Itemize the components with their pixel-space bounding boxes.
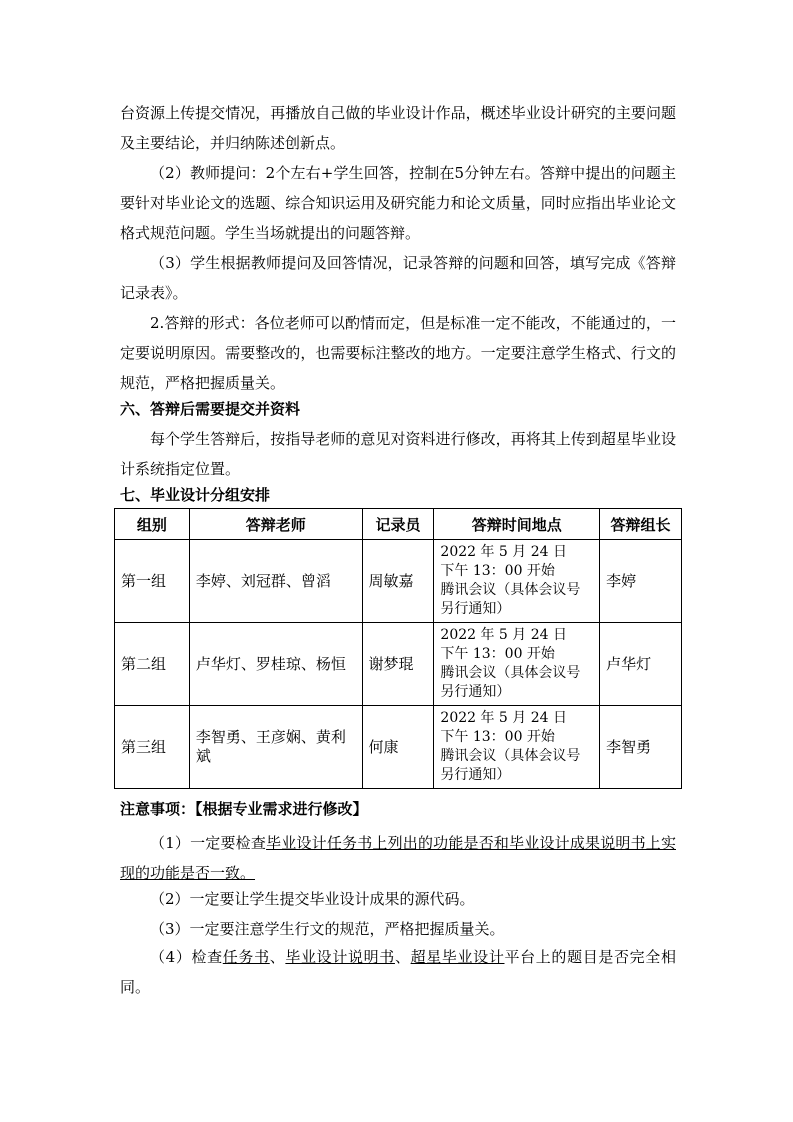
cell-recorder: 周敏嘉 (362, 540, 434, 623)
cell-teachers: 李智勇、王彦娴、黄利斌 (189, 706, 362, 789)
note-1 (120, 828, 676, 888)
time-line-venue: 腾讯会议（具体会议号 (440, 665, 581, 681)
time-line-date: 2022 年 5 月 24 日 (440, 627, 568, 643)
cell-teachers: 李婷、刘冠群、曾滔 (189, 540, 362, 623)
paragraph-teacher-questions: （2）教师提问：2个左右+学生回答，控制在5分钟左右。答辩中提出的问题主要针对毕业论文的选题、综合知识运用及研究能力和论文质量，同时应指出毕业论文格式规范问题。学生当场就提出的问题答辩。 (120, 164, 676, 242)
time-line-note: 另行通知） (440, 684, 511, 700)
column-header-time-place: 答辩时间地点 (434, 509, 600, 540)
time-line-start: 下午 13：00 开始 (440, 646, 555, 662)
note-4-design-manual: 毕业设计说明书 (285, 948, 395, 966)
cell-leader: 李智勇 (600, 706, 682, 789)
note-4-task-book: 任务书 (222, 948, 270, 966)
paragraph-intro-continuation: 台资源上传提交情况，再播放自己做的毕业设计作品，概述毕业设计研究的主要问题及主要结论，并归纳陈述创新点。 (120, 104, 676, 152)
cell-time-place (434, 623, 600, 706)
section-7-heading: 七、毕业设计分组安排 (120, 486, 271, 504)
cell-time-place (434, 706, 600, 789)
cell-group: 第三组 (115, 706, 190, 789)
time-line-date: 2022 年 5 月 24 日 (440, 544, 568, 560)
time-line-start: 下午 13：00 开始 (440, 563, 555, 579)
note-4-prefix: （4）检查 (150, 948, 223, 966)
note-3: （3）一定要注意学生行文的规范，严格把握质量关。 (150, 920, 505, 938)
time-line-start: 下午 13：00 开始 (440, 729, 555, 745)
time-line-date: 2022 年 5 月 24 日 (440, 710, 568, 726)
notes-heading: 注意事项：【根据专业需求进行修改】 (120, 800, 368, 818)
time-line-note: 另行通知） (440, 601, 511, 617)
column-header-recorder: 记录员 (362, 509, 434, 540)
paragraph-student-record: （3）学生根据教师提问及回答情况，记录答辩的问题和回答，填写完成《答辩记录表》。 (120, 254, 676, 302)
cell-recorder: 何康 (362, 706, 434, 789)
column-header-teachers: 答辩老师 (189, 509, 362, 540)
time-line-venue: 腾讯会议（具体会议号 (440, 748, 581, 764)
group-schedule-table (114, 508, 682, 789)
column-header-leader: 答辩组长 (600, 509, 682, 540)
cell-time-place (434, 540, 600, 623)
cell-group: 第一组 (115, 540, 190, 623)
table-row (115, 706, 682, 789)
cell-teachers: 卢华灯、罗桂琼、杨恒 (189, 623, 362, 706)
time-line-note: 另行通知） (440, 767, 511, 783)
note-4-separator: 、 (394, 948, 411, 966)
note-4-chaoxing-platform: 超星毕业设计 (410, 948, 505, 966)
table-header-row (115, 509, 682, 540)
note-1-prefix: （1）一定要检查 (150, 834, 267, 852)
note-1-underlined: 毕业设计任务书上列出的功能是否和毕业设计成果说明书上实现的功能是否一致。 (120, 834, 676, 882)
column-header-group: 组别 (115, 509, 190, 540)
note-4-suffix: 平台上的题目是否完全相同。 (120, 948, 676, 996)
note-4 (120, 942, 676, 1002)
table-row (115, 623, 682, 706)
note-4-separator: 、 (269, 948, 286, 966)
paragraph-defense-form: 2.答辩的形式：各位老师可以酌情而定，但是标准一定不能改，不能通过的，一定要说明原因。需要整改的，也需要标注整改的地方。一定要注意学生格式、行文的规范，严格把握质量关。 (120, 314, 676, 392)
cell-recorder: 谢梦琨 (362, 623, 434, 706)
note-2: （2）一定要让学生提交毕业设计成果的源代码。 (150, 890, 475, 908)
section-6-heading: 六、答辩后需要提交并资料 (120, 400, 301, 418)
cell-leader: 卢华灯 (600, 623, 682, 706)
cell-group: 第二组 (115, 623, 190, 706)
time-line-venue: 腾讯会议（具体会议号 (440, 582, 581, 598)
section-6-body: 每个学生答辩后，按指导老师的意见对资料进行修改，再将其上传到超星毕业设计系统指定位置。 (120, 430, 676, 478)
table-row (115, 540, 682, 623)
cell-leader: 李婷 (600, 540, 682, 623)
